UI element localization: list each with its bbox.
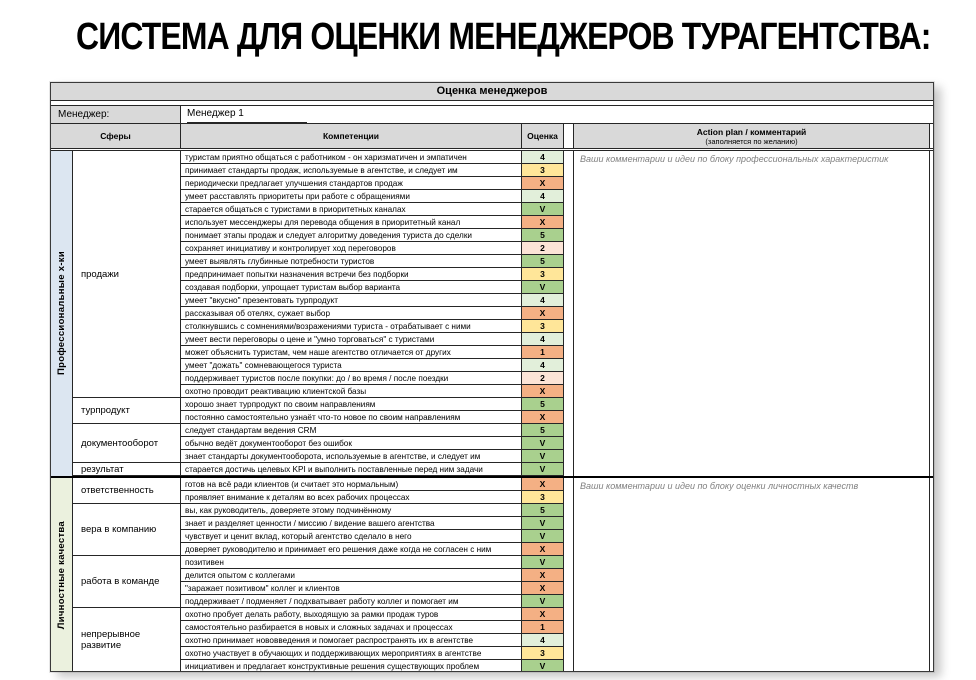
sheet-title: Оценка менеджеров — [51, 83, 933, 101]
sphere-cell[interactable]: ответственность — [73, 478, 181, 504]
competency-cell[interactable]: постоянно самостоятельно узнаёт что-то новое по своим направлениям — [181, 411, 522, 424]
score-cell[interactable]: 4 — [522, 359, 564, 372]
competency-cell[interactable]: делится опытом с коллегами — [181, 569, 522, 582]
competency-cell[interactable]: умеет вести переговоры о цене и "умно торговаться" с туристами — [181, 333, 522, 346]
competency-cell[interactable]: столкнувшись с сомнениями/возражениями туриста - отрабатывает с ними — [181, 320, 522, 333]
score-cell[interactable]: 2 — [522, 372, 564, 385]
gap-column-cell — [564, 151, 574, 476]
action-plan-comment[interactable]: Ваши комментарии и идеи по блоку профессиональных характеристик — [574, 151, 930, 476]
competency-cell[interactable]: умеет расставлять приоритеты при работе с обращениями — [181, 190, 522, 203]
competency-cell[interactable]: готов на всё ради клиентов (и считает это нормальным) — [181, 478, 522, 491]
score-cell[interactable]: X — [522, 543, 564, 556]
score-cell[interactable]: V — [522, 450, 564, 463]
score-cell[interactable]: X — [522, 307, 564, 320]
competency-cell[interactable]: знает стандарты документооборота, используемые в агентстве, и следует им — [181, 450, 522, 463]
score-cell[interactable]: 3 — [522, 268, 564, 281]
competency-cell[interactable]: умеет выявлять глубинные потребности туристов — [181, 255, 522, 268]
competency-cell[interactable]: может объяснить туристам, чем наше агентство отличается от других — [181, 346, 522, 359]
competency-cell[interactable]: сохраняет инициативу и контролирует ход переговоров — [181, 242, 522, 255]
competency-cell[interactable]: охотно пробует делать работу, выходящую за рамки продаж туров — [181, 608, 522, 621]
score-cell[interactable]: X — [522, 385, 564, 398]
action-plan-subtitle: (заполняется по желанию) — [705, 136, 798, 146]
score-cell[interactable]: V — [522, 660, 564, 672]
score-cell[interactable]: 5 — [522, 255, 564, 268]
competency-cell[interactable]: "заражает позитивом" коллег и клиентов — [181, 582, 522, 595]
competency-cell[interactable]: инициативен и предлагает конструктивные решения существующих проблем — [181, 660, 522, 672]
action-plan-title: Action plan / комментарий — [696, 126, 807, 137]
score-cell[interactable]: V — [522, 463, 564, 476]
competency-cell[interactable]: рассказывая об отелях, сужает выбор — [181, 307, 522, 320]
block-strip-text: Личностные качества — [56, 521, 67, 630]
competency-cell[interactable]: принимает стандарты продаж, используемые в агентстве, и следует им — [181, 164, 522, 177]
competency-cell[interactable]: использует мессенджеры для перевода общения в приоритетный канал — [181, 216, 522, 229]
score-cell[interactable]: X — [522, 582, 564, 595]
score-cell[interactable]: V — [522, 281, 564, 294]
score-cell[interactable]: 3 — [522, 320, 564, 333]
competency-cell[interactable]: следует стандартам ведения CRM — [181, 424, 522, 437]
page-title: СИСТЕМА ДЛЯ ОЦЕНКИ МЕНЕДЖЕРОВ ТУРАГЕНТСТВА: — [76, 16, 931, 58]
competency-cell[interactable]: чувствует и ценит вклад, который агентство сделало в него — [181, 530, 522, 543]
sheet-right-edge — [930, 478, 933, 672]
competency-cell[interactable]: охотно принимает нововведения и помогает распространять их в агентстве — [181, 634, 522, 647]
score-cell[interactable]: X — [522, 478, 564, 491]
column-header-spheres: Сферы — [51, 124, 181, 148]
block-strip-text: Профессиональные х-ки — [56, 251, 67, 376]
score-cell[interactable]: 3 — [522, 164, 564, 177]
column-edge — [930, 124, 933, 148]
competency-cell[interactable]: умеет "вкусно" презентовать турпродукт — [181, 294, 522, 307]
score-cell[interactable]: 4 — [522, 190, 564, 203]
sphere-cell[interactable]: результат — [73, 463, 181, 476]
score-cell[interactable]: 5 — [522, 424, 564, 437]
sphere-cell[interactable]: турпродукт — [73, 398, 181, 424]
competency-cell[interactable]: самостоятельно разбирается в новых и сложных задачах и процессах — [181, 621, 522, 634]
competency-cell[interactable]: предпринимает попытки назначения встречи без подборки — [181, 268, 522, 281]
score-cell[interactable]: 5 — [522, 398, 564, 411]
score-cell[interactable]: X — [522, 411, 564, 424]
score-cell[interactable]: 2 — [522, 242, 564, 255]
column-header-score: Оценка — [522, 124, 564, 148]
competency-cell[interactable]: периодически предлагает улучшения стандартов продаж — [181, 177, 522, 190]
competency-cell[interactable]: вы, как руководитель, доверяете этому подчинённому — [181, 504, 522, 517]
score-cell[interactable]: V — [522, 556, 564, 569]
score-cell[interactable]: 3 — [522, 491, 564, 504]
sheet-right-edge — [930, 151, 933, 476]
score-cell[interactable]: X — [522, 569, 564, 582]
competency-cell[interactable]: обычно ведёт документооборот без ошибок — [181, 437, 522, 450]
sphere-cell[interactable]: работа в команде — [73, 556, 181, 608]
block-strip-label — [51, 478, 73, 672]
score-cell[interactable]: 4 — [522, 294, 564, 307]
gap-column-cell — [564, 478, 574, 672]
column-gap — [564, 124, 574, 148]
score-cell[interactable]: V — [522, 437, 564, 450]
manager-row — [51, 106, 933, 124]
competency-cell[interactable]: охотно участвует в обучающих и поддерживающих мероприятиях в агентстве — [181, 647, 522, 660]
competency-cell[interactable]: доверяет руководителю и принимает его решения даже когда не согласен с ним — [181, 543, 522, 556]
column-header-action-plan — [574, 124, 930, 148]
competency-cell[interactable]: хорошо знает турпродукт по своим направлениям — [181, 398, 522, 411]
score-cell[interactable]: V — [522, 595, 564, 608]
block-personal — [51, 476, 933, 672]
score-cell[interactable]: V — [522, 517, 564, 530]
competency-cell[interactable]: поддерживает туристов после покупки: до / во время / после поездки — [181, 372, 522, 385]
manager-name: Менеджер 1 — [187, 106, 307, 123]
competency-cell[interactable]: старается достичь целевых KPI и выполнить поставленные перед ним задачи — [181, 463, 522, 476]
competency-cell[interactable]: охотно проводит реактивацию клиентской базы — [181, 385, 522, 398]
column-header-competencies: Компетенции — [181, 124, 522, 148]
block-professional — [51, 151, 933, 476]
sphere-cell[interactable]: вера в компанию — [73, 504, 181, 556]
score-cell[interactable]: V — [522, 530, 564, 543]
score-cell[interactable]: 1 — [522, 621, 564, 634]
competency-cell[interactable]: знает и разделяет ценности / миссию / видение вашего агентства — [181, 517, 522, 530]
competency-cell[interactable]: поддерживает / подменяет / подхватывает работу коллег и помогает им — [181, 595, 522, 608]
score-cell[interactable]: 5 — [522, 504, 564, 517]
competency-cell[interactable]: туристам приятно общаться с работником - он харизматичен и эмпатичен — [181, 151, 522, 164]
sphere-cell[interactable]: непрерывное развитие — [73, 608, 181, 672]
sphere-cell[interactable]: продажи — [73, 151, 181, 398]
competency-cell[interactable]: умеет "дожать" сомневающегося туриста — [181, 359, 522, 372]
column-header-row — [51, 124, 933, 151]
competency-cell[interactable]: создавая подборки, упрощает туристам выбор варианта — [181, 281, 522, 294]
manager-name-cell[interactable] — [181, 106, 933, 123]
sphere-cell[interactable]: документооборот — [73, 424, 181, 463]
block-strip-label — [51, 151, 73, 476]
competency-cell[interactable]: позитивен — [181, 556, 522, 569]
score-cell[interactable]: 5 — [522, 229, 564, 242]
action-plan-comment[interactable]: Ваши комментарии и идеи по блоку оценки личностных качеств — [574, 478, 930, 672]
competency-cell[interactable]: понимает этапы продаж и следует алгоритму доведения туриста до сделки — [181, 229, 522, 242]
score-cell[interactable]: 4 — [522, 333, 564, 346]
score-cell[interactable]: X — [522, 608, 564, 621]
manager-label: Менеджер: — [51, 106, 181, 123]
competency-cell[interactable]: старается общаться с туристами в приоритетных каналах — [181, 203, 522, 216]
score-cell[interactable]: V — [522, 203, 564, 216]
score-cell[interactable]: 4 — [522, 151, 564, 164]
score-cell[interactable]: X — [522, 177, 564, 190]
score-cell[interactable]: 1 — [522, 346, 564, 359]
score-cell[interactable]: 4 — [522, 634, 564, 647]
score-cell[interactable]: 3 — [522, 647, 564, 660]
score-cell[interactable]: X — [522, 216, 564, 229]
evaluation-sheet — [50, 82, 934, 672]
competency-cell[interactable]: проявляет внимание к деталям во всех рабочих процессах — [181, 491, 522, 504]
